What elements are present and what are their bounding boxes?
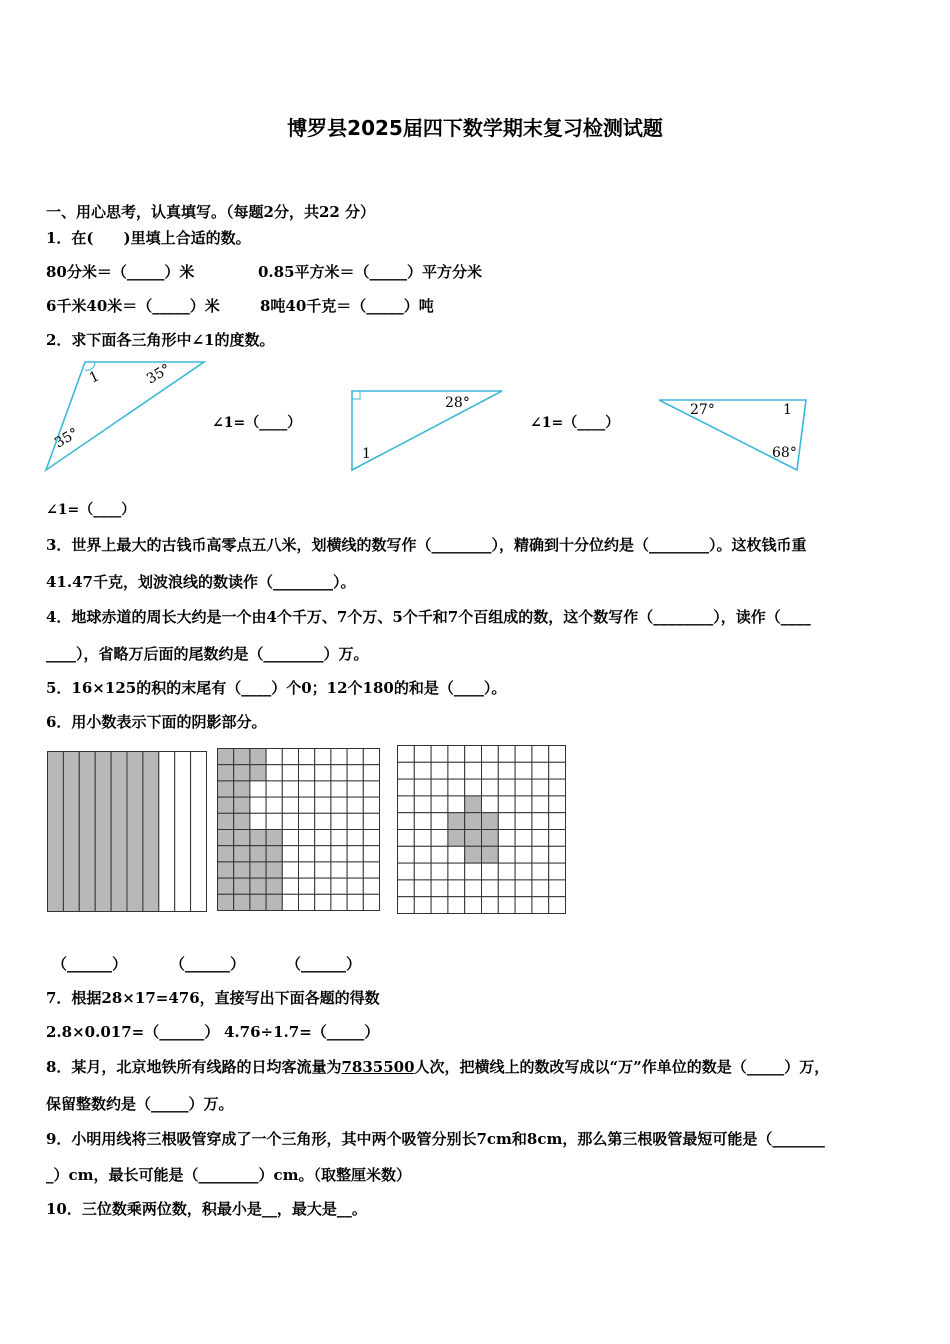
grid-cell	[498, 813, 515, 830]
grid-cell	[448, 830, 465, 847]
shaded-strips-grid	[47, 751, 207, 912]
q2-answer-1: ∠1=（____）	[46, 502, 136, 518]
grid-cell	[398, 746, 415, 763]
grid-cell	[448, 796, 465, 813]
grid-cell	[363, 765, 379, 781]
grid-cell	[234, 797, 250, 813]
grid-cell	[549, 846, 566, 863]
grid-strip	[63, 752, 79, 912]
shaded-square-grid-2	[217, 748, 380, 911]
grid-cell	[282, 830, 298, 846]
grid-cell	[549, 863, 566, 880]
grid-cell	[266, 781, 282, 797]
grid-cell	[234, 765, 250, 781]
grid-cell	[448, 880, 465, 897]
tri1-angle-top: 35°	[144, 361, 174, 388]
grid-cell	[515, 796, 532, 813]
grid-cell	[250, 797, 266, 813]
grid-cell	[482, 897, 499, 914]
grid-cell	[299, 830, 315, 846]
grid-cell	[363, 749, 379, 765]
grid-strip	[111, 752, 127, 912]
grid-cell	[315, 781, 331, 797]
grid-cell	[431, 796, 448, 813]
tri3-label: 1	[783, 402, 792, 418]
q9-line1: 9．小明用线将三根吸管穿成了一个三角形，其中两个吸管分别长7cm和8cm，那么第三根吸管最短可能是（_______	[46, 1130, 825, 1148]
grid-cell	[218, 765, 234, 781]
grid-cell	[398, 897, 415, 914]
grid-cell	[315, 765, 331, 781]
grid-cell	[431, 846, 448, 863]
grid-cell	[282, 894, 298, 910]
grid-cell	[315, 862, 331, 878]
grid-cell	[218, 894, 234, 910]
q2-answer-3: ∠1=（____）	[530, 415, 620, 431]
grid-cell	[266, 846, 282, 862]
grid-cell	[431, 746, 448, 763]
grid-cell	[347, 894, 363, 910]
grid-cell	[515, 880, 532, 897]
grid-cell	[414, 762, 431, 779]
grid-cell	[331, 878, 347, 894]
grid-cell	[266, 862, 282, 878]
grid-cell	[532, 762, 549, 779]
grid-cell	[498, 796, 515, 813]
grid-strip	[48, 752, 64, 912]
q1-item-a: 80分米＝（_____）米	[46, 263, 195, 281]
tri3-angle-bottom: 68°	[772, 445, 797, 461]
grid-cell	[498, 830, 515, 847]
grid-cell	[315, 749, 331, 765]
q8-line2: 保留整数约是（_____）万。	[46, 1095, 234, 1113]
grid-cell	[448, 813, 465, 830]
grid-cell	[398, 863, 415, 880]
grid-cell	[532, 880, 549, 897]
grid-cell	[282, 878, 298, 894]
grid-cell	[363, 781, 379, 797]
grid-cell	[331, 797, 347, 813]
grid-cell	[532, 846, 549, 863]
grid-cell	[549, 746, 566, 763]
grid-cell	[266, 765, 282, 781]
grid-cell	[498, 779, 515, 796]
grid-cell	[465, 846, 482, 863]
grid-cell	[282, 846, 298, 862]
grid-cell	[498, 762, 515, 779]
grid-cell	[347, 862, 363, 878]
grid-cell	[282, 797, 298, 813]
grid-cell	[398, 880, 415, 897]
grid-cell	[482, 863, 499, 880]
grid-cell	[482, 846, 499, 863]
grid-cell	[315, 846, 331, 862]
grid-cell	[414, 813, 431, 830]
grid-cell	[331, 749, 347, 765]
grid-cell	[218, 878, 234, 894]
grid-cell	[282, 749, 298, 765]
grid-cell	[398, 846, 415, 863]
grid-cell	[347, 846, 363, 862]
grid-cell	[431, 762, 448, 779]
grid-cell	[414, 796, 431, 813]
grid-cell	[266, 830, 282, 846]
grid-cell	[482, 830, 499, 847]
q1-item-c: 6千米40米＝（_____）米	[46, 297, 220, 315]
grid-cell	[331, 781, 347, 797]
q8-line1	[46, 1057, 829, 1077]
page-title: 博罗县2025届四下数学期末复习检测试题	[287, 116, 663, 140]
grid-cell	[234, 781, 250, 797]
grid-cell	[299, 797, 315, 813]
grid-cell	[498, 897, 515, 914]
grid-cell	[482, 813, 499, 830]
grid-strip	[95, 752, 111, 912]
q1-item-b: 0.85平方米＝（_____）平方分米	[258, 263, 483, 281]
grid-cell	[414, 846, 431, 863]
q4-line2: ____），省略万后面的尾数约是（________）万。	[46, 645, 369, 663]
grid-cell	[282, 765, 298, 781]
grid-cell	[448, 762, 465, 779]
grid-cell	[234, 878, 250, 894]
grid-cell	[282, 813, 298, 829]
grid-cell	[465, 830, 482, 847]
triangle-2	[352, 391, 502, 470]
grid-cell	[515, 897, 532, 914]
grid-cell	[299, 894, 315, 910]
q6-answer-1: （______）	[52, 955, 128, 973]
grid-cell	[218, 846, 234, 862]
q7-item-b: 4.76÷1.7=（_____）	[224, 1023, 380, 1041]
grid-cell	[431, 880, 448, 897]
q1-item-d: 8吨40千克＝（_____）吨	[260, 297, 434, 315]
grid-cell	[347, 765, 363, 781]
grid-cell	[549, 813, 566, 830]
triangle-1	[46, 361, 204, 470]
grid-cell	[234, 846, 250, 862]
section-heading: 一、用心思考，认真填写。（每题2分，共22 分）	[46, 203, 376, 221]
grid-cell	[282, 781, 298, 797]
grid-cell	[482, 762, 499, 779]
shaded-square-grid-3	[397, 745, 566, 913]
grid-cell	[431, 813, 448, 830]
q7-item-a: 2.8×0.017=（______）	[46, 1023, 220, 1041]
grid-cell	[532, 897, 549, 914]
grid-strip	[175, 752, 191, 912]
grid-cell	[448, 897, 465, 914]
grid-cell	[331, 894, 347, 910]
grid-cell	[498, 746, 515, 763]
grid-cell	[448, 779, 465, 796]
grid-cell	[218, 862, 234, 878]
grid-cell	[482, 880, 499, 897]
grid-cell	[266, 878, 282, 894]
tri1-label: 1	[86, 368, 102, 387]
grid-cell	[482, 796, 499, 813]
q5: 5．16×125的积的末尾有（____）个0；12个180的和是（____）。	[46, 679, 507, 697]
grid-cell	[282, 862, 298, 878]
grid-cell	[398, 813, 415, 830]
grid-cell	[299, 846, 315, 862]
tri3-angle-left: 27°	[690, 402, 715, 418]
grid-cell	[250, 749, 266, 765]
grid-cell	[515, 762, 532, 779]
grid-cell	[363, 813, 379, 829]
grid-cell	[250, 862, 266, 878]
q2-stem: 2．求下面各三角形中∠1的度数。	[46, 331, 275, 349]
grid-cell	[299, 813, 315, 829]
grid-cell	[482, 779, 499, 796]
grid-strip	[79, 752, 95, 912]
grid-cell	[299, 781, 315, 797]
grid-cell	[315, 878, 331, 894]
q6-stem: 6．用小数表示下面的阴影部分。	[46, 713, 267, 731]
grid-cell	[549, 796, 566, 813]
tri2-angle: 28°	[445, 395, 470, 411]
q3-line2: 41.47千克，划波浪线的数读作（________）。	[46, 573, 356, 591]
grid-cell	[549, 880, 566, 897]
grid-cell	[347, 749, 363, 765]
grid-cell	[515, 830, 532, 847]
grid-cell	[363, 894, 379, 910]
grid-cell	[234, 862, 250, 878]
grid-cell	[315, 894, 331, 910]
grid-cell	[299, 878, 315, 894]
grid-cell	[482, 746, 499, 763]
q7-stem: 7．根据28×17=476，直接写出下面各题的得数	[46, 989, 380, 1007]
grid-cell	[315, 830, 331, 846]
grid-cell	[414, 897, 431, 914]
grid-cell	[431, 779, 448, 796]
grid-cell	[398, 779, 415, 796]
grid-cell	[398, 796, 415, 813]
grid-cell	[250, 765, 266, 781]
grid-cell	[331, 846, 347, 862]
grid-cell	[498, 863, 515, 880]
grid-cell	[465, 813, 482, 830]
grid-cell	[250, 878, 266, 894]
q8-part1: 8．某月，北京地铁所有线路的日均客流量为	[46, 1058, 342, 1076]
grid-cell	[347, 797, 363, 813]
grid-cell	[465, 880, 482, 897]
q10: 10．三位数乘两位数，积最小是__，最大是__。	[46, 1200, 367, 1218]
grid-cell	[532, 779, 549, 796]
grid-cell	[250, 830, 266, 846]
grid-cell	[250, 846, 266, 862]
grid-cell	[414, 880, 431, 897]
grid-cell	[448, 746, 465, 763]
grid-cell	[515, 813, 532, 830]
q9-line2: _）cm，最长可能是（________）cm。（取整厘米数）	[46, 1166, 412, 1184]
grid-cell	[347, 813, 363, 829]
grid-cell	[218, 797, 234, 813]
grid-cell	[465, 897, 482, 914]
grid-cell	[448, 863, 465, 880]
grid-cell	[218, 781, 234, 797]
grid-cell	[532, 830, 549, 847]
grid-cell	[431, 830, 448, 847]
grid-cell	[218, 813, 234, 829]
grid-cell	[266, 894, 282, 910]
q3-line1: 3．世界上最大的古钱币高零点五八米，划横线的数写作（________），精确到十分位约是（________）。这枚钱币重	[46, 536, 807, 554]
q2-answer-2: ∠1=（____）	[212, 415, 302, 431]
q8-underlined-number: 7835500	[341, 1058, 415, 1076]
grid-cell	[465, 762, 482, 779]
grid-cell	[363, 797, 379, 813]
grid-cell	[331, 862, 347, 878]
grid-cell	[532, 796, 549, 813]
q6-answer-2: （______）	[170, 955, 246, 973]
grid-cell	[250, 813, 266, 829]
tri2-label: 1	[362, 446, 371, 462]
grid-cell	[498, 880, 515, 897]
grid-cell	[532, 746, 549, 763]
grid-cell	[315, 813, 331, 829]
grid-cell	[465, 779, 482, 796]
grid-cell	[266, 749, 282, 765]
grid-cell	[299, 765, 315, 781]
grid-cell	[465, 796, 482, 813]
grid-cell	[315, 797, 331, 813]
grid-cell	[549, 762, 566, 779]
grid-cell	[448, 846, 465, 863]
grid-cell	[331, 830, 347, 846]
grid-cell	[363, 830, 379, 846]
grid-cell	[234, 830, 250, 846]
grid-cell	[414, 830, 431, 847]
grid-strip	[159, 752, 175, 912]
grid-cell	[250, 781, 266, 797]
grid-cell	[498, 846, 515, 863]
grid-strip	[191, 752, 207, 912]
grid-cell	[532, 863, 549, 880]
grid-cell	[414, 863, 431, 880]
grid-cell	[363, 846, 379, 862]
grid-cell	[515, 779, 532, 796]
grid-cell	[299, 862, 315, 878]
grid-cell	[347, 830, 363, 846]
grid-cell	[218, 749, 234, 765]
q8-part2: 人次，把横线上的数改写成以“万”作单位的数是（_____）万，	[414, 1058, 830, 1076]
grid-cell	[234, 813, 250, 829]
grid-cell	[431, 863, 448, 880]
grid-cell	[532, 813, 549, 830]
grid-cell	[465, 746, 482, 763]
grid-cell	[347, 878, 363, 894]
grid-cell	[347, 781, 363, 797]
grid-strip	[143, 752, 159, 912]
grid-cell	[363, 862, 379, 878]
tri1-angle-bottom: 35°	[52, 425, 82, 452]
grid-cell	[515, 746, 532, 763]
grid-cell	[515, 846, 532, 863]
grid-cell	[414, 746, 431, 763]
grid-cell	[398, 762, 415, 779]
grid-cell	[363, 878, 379, 894]
grid-cell	[549, 830, 566, 847]
triangle-3	[659, 400, 806, 470]
grid-cell	[549, 897, 566, 914]
grid-cell	[549, 779, 566, 796]
q4-line1: 4．地球赤道的周长大约是一个由4个千万、7个万、5个千和7个百组成的数，这个数写作（________），读作（____	[46, 608, 811, 626]
grid-cell	[250, 894, 266, 910]
grid-cell	[234, 894, 250, 910]
grid-cell	[266, 813, 282, 829]
grid-cell	[234, 749, 250, 765]
q6-answer-3: （______）	[286, 955, 362, 973]
grid-cell	[331, 813, 347, 829]
grid-cell	[465, 863, 482, 880]
grid-cell	[431, 897, 448, 914]
grid-cell	[266, 797, 282, 813]
grid-cell	[515, 863, 532, 880]
grid-cell	[414, 779, 431, 796]
grid-cell	[398, 830, 415, 847]
grid-cell	[331, 765, 347, 781]
grid-cell	[299, 749, 315, 765]
grid-cell	[218, 830, 234, 846]
grid-strip	[127, 752, 143, 912]
q1-stem: 1．在( )里填上合适的数。	[46, 229, 251, 247]
